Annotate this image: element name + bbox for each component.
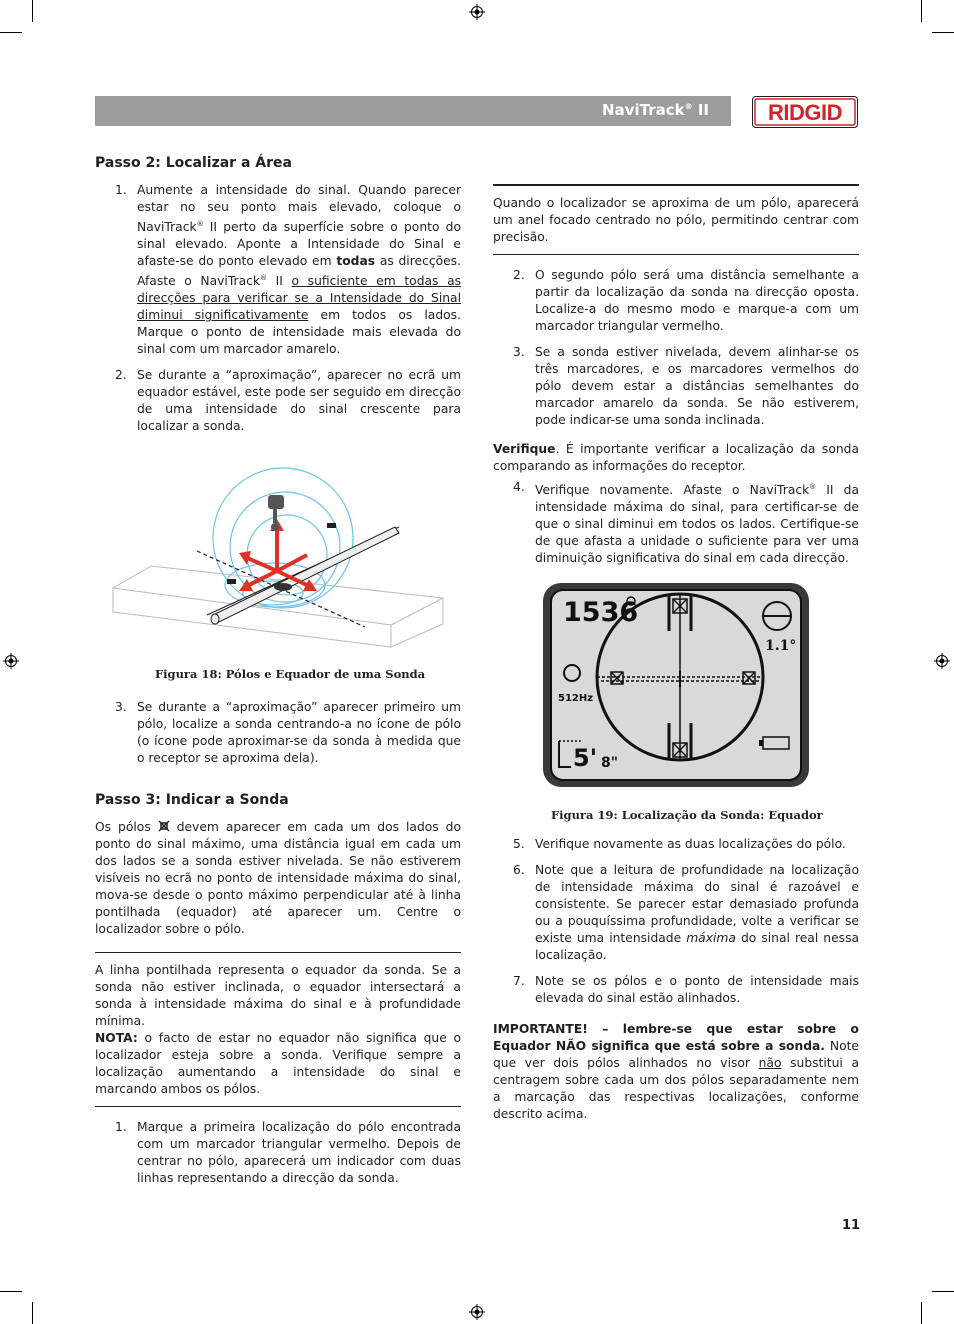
section-heading: Passo 2: Localizar a Área bbox=[95, 155, 292, 171]
important-paragraph: IMPORTANTE! – lembre-se que estar sobre o Equador NÃO significa que está sobre a sonda. Note que ver dois pólos alinhados no visor não substitui a centragem sobre cada um dos pólos separadamente nem a marcação das respectivas localizações, conforme descrito acima. bbox=[493, 1022, 859, 1122]
crop-mark bbox=[921, 0, 922, 22]
list-item: 1. Aumente a intensidade do sinal. Quando parecer estar no seu ponto mais elevado, coloque o NaviTrack® II perto da superfície sobre o ponto do sinal elevado. Aponte a Intensidade do Sinal e afaste-se do ponto elevado em todas as direcções. Afaste o NaviTrack® II o suficiente em todas as direcções para verificar se a Intensidade do Sinal diminui significativamente em todos os lados. Marque o ponto de intensidade mais elevada do sinal com um marcador amarelo. bbox=[115, 183, 462, 357]
registration-mark-icon bbox=[934, 653, 950, 669]
step-list bbox=[95, 1119, 461, 1187]
list-item: 5. Verifique novamente as duas localizações do pólo. bbox=[513, 837, 846, 852]
step-list bbox=[493, 267, 859, 429]
pole-icon bbox=[158, 820, 170, 832]
svg-text:512Hz: 512Hz bbox=[558, 693, 594, 705]
crop-mark bbox=[32, 1302, 33, 1324]
paragraph: Os pólos devem aparecer em cada um dos lados do ponto do sinal máximo, uma distância igual em cada um dos lados se a sonda estiver nivelada. Se não estiverem visíveis no ecrã no ponto de intensidade máxima do sinal, mova-se desde o ponto máximo perpendicular até à linha pontilhada (equador) até aparecer um. Centre o localizador sobre o pólo. bbox=[95, 820, 461, 937]
section-heading: Passo 3: Indicar a Sonda bbox=[95, 792, 289, 809]
left-column bbox=[95, 155, 461, 1196]
figure-caption: Figura 19: Localização da Sonda: Equador bbox=[551, 808, 823, 823]
right-column bbox=[493, 184, 859, 1123]
note-box bbox=[493, 184, 859, 255]
step-list bbox=[493, 479, 859, 567]
ridgid-logo bbox=[752, 96, 858, 128]
list-item: 3. Se durante a “aproximação” aparecer primeiro um pólo, localize a sonda centrando-a no ícone de pólo (o ícone pode aproximar-se da sonda à medida que o receptor se aproxima dela). bbox=[115, 700, 461, 766]
list-item: 7. Note se os pólos e o ponto de intensidade mais elevada do sinal estão alinhados. bbox=[513, 974, 859, 1006]
paragraph: Verifique. É importante verificar a localização da sonda comparando as informações do receptor. bbox=[493, 442, 859, 473]
list-item: 3. Se a sonda estiver nivelada, devem alinhar-se os três marcadores, e os marcadores vermelhos do pólo devem estar a distâncias semelhantes do marcador amarelo da sonda. Se não estiverem, pode indicar-se uma sonda inclinada. bbox=[513, 345, 859, 427]
svg-text:RIDGID: RIDGID bbox=[768, 100, 842, 125]
header-bar bbox=[95, 96, 731, 126]
list-item: 4. Verifique novamente. Afaste o NaviTrack® II da intensidade máxima do sinal, para certificar-se de que o sinal diminui em todos os lados. Certifique-se de que afasta a unidade o suficiente para ver uma diminuição significativa do sinal em cada direcção. bbox=[513, 480, 859, 566]
svg-text:1536: 1536 bbox=[563, 597, 639, 629]
svg-text:8": 8" bbox=[601, 755, 619, 772]
crop-mark bbox=[932, 1291, 954, 1292]
registration-mark-icon bbox=[469, 1304, 485, 1320]
crop-mark bbox=[32, 0, 33, 22]
step-list bbox=[493, 836, 859, 1007]
crop-mark bbox=[921, 1302, 922, 1324]
page-number: 11 bbox=[842, 1218, 861, 1233]
svg-text:5': 5' bbox=[573, 744, 598, 773]
sonde-poles-equator-figure bbox=[95, 455, 461, 655]
step-list bbox=[95, 699, 461, 767]
crop-mark bbox=[0, 1291, 22, 1292]
list-item: 2. O segundo pólo será uma distância semelhante a partir da localização da sonda na direcção oposta. Localize-a do mesmo modo e marque-a com um marcador triangular vermelho. bbox=[513, 268, 859, 333]
locator-display-figure bbox=[493, 581, 859, 789]
note-text: A linha pontilhada representa o equador da sonda. Se a sonda não estiver inclinada, o equador intersectará a sonda à intensidade máxima do sinal e à profundidade mínima. bbox=[95, 963, 461, 1029]
note-box bbox=[95, 952, 461, 1098]
list-item: 6. Note que a leitura de profundidade na localização de intensidade máxima do sinal é razoável e consistente. Se parecer estar demasiado profunda ou a pouquíssima profundidade, volte a verificar se existe uma intensidade máxima do sinal real nessa localização. bbox=[513, 863, 860, 963]
list-item: 1. Marque a primeira localização do pólo encontrada com um marcador triangular vermelho. Depois de centrar no pólo, aparecerá um indicador com duas linhas representando a direcção da sonda. bbox=[115, 1120, 461, 1186]
crop-mark bbox=[0, 32, 22, 33]
header-title: NaviTrack® II bbox=[602, 101, 709, 119]
crop-mark bbox=[932, 32, 954, 33]
note-text: Quando o localizador se aproxima de um pólo, aparecerá um anel focado centrado no pólo, permitindo centrar com precisão. bbox=[493, 196, 859, 244]
registration-mark-icon bbox=[3, 653, 19, 669]
step-list bbox=[95, 182, 461, 435]
svg-text:1.1°: 1.1° bbox=[765, 638, 797, 655]
rule-divider bbox=[95, 1106, 461, 1187]
registration-mark-icon bbox=[469, 4, 485, 20]
figure-caption: Figura 18: Pólos e Equador de uma Sonda bbox=[155, 667, 426, 682]
note-paragraph: NOTA: o facto de estar no equador não significa que o localizador esteja sobre a sonda. Verifique sempre a localização aumentando a intensidade do sinal e marcando ambos os pólos. bbox=[95, 1031, 461, 1097]
list-item: 2. Se durante a “aproximação”, aparecer no ecrã um equador estável, este pode ser seguido em direcção de uma intensidade do sinal crescente para localizar a sonda. bbox=[115, 368, 461, 434]
